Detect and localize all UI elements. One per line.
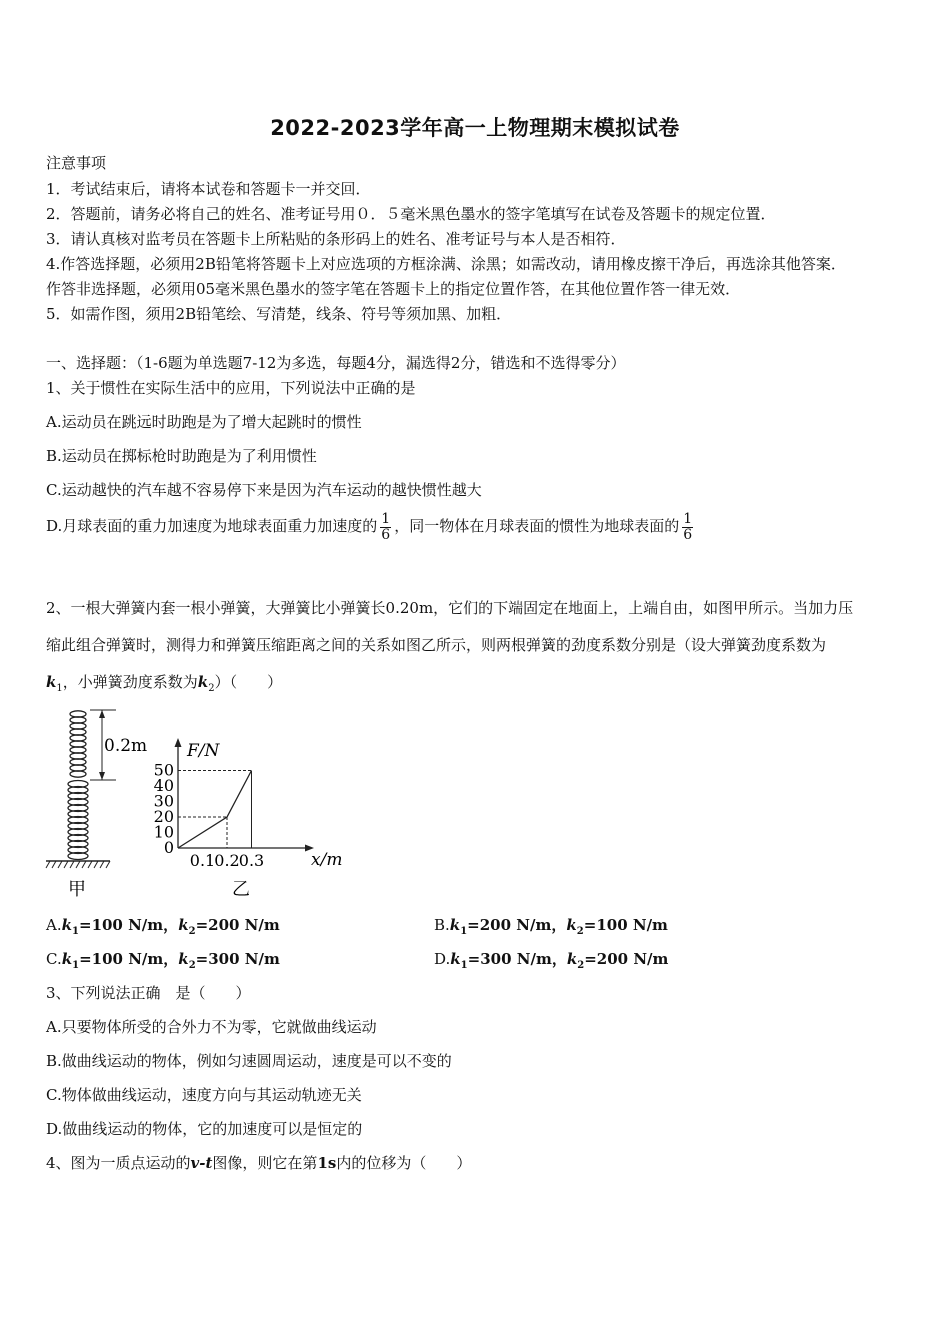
q2-stem-line2: 缩此组合弹簧时，测得力和弹簧压缩距离之间的关系如图乙所示，则两根弹簧的劲度系数分别是（设大弹簧劲度系数为	[46, 636, 827, 654]
q2-option-c: $C.k_1=100$ N/m，$k_2=300$ N/m	[46, 950, 280, 971]
q2-figure	[40, 700, 360, 900]
q1-stem: 1、关于惯性在实际生活中的应用，下列说法中正确的是	[46, 379, 416, 397]
x-tick-label: 0.2	[214, 851, 240, 870]
x-tick-label: 0.3	[238, 851, 265, 870]
q2-option-d: $D.k_1=300$ N/m，$k_2=200$ N/m	[434, 950, 669, 971]
notice-item: 5．如需作图，须用2B铅笔绘、写清楚，线条、符号等须加黑、加粗．	[46, 305, 512, 323]
spring-length-label: 0.2m	[104, 736, 148, 756]
q1-d-part2: ，同一物体在月球表面的惯性为地球表面的	[394, 517, 680, 536]
notice-item: 4.作答选择题，必须用2B铅笔将答题卡上对应选项的方框涂满、涂黑；如需改动，请用橡皮擦干净后，再选涂其他答案．	[46, 255, 846, 273]
q1-option-b: B.运动员在掷标枪时助跑是为了利用惯性	[46, 447, 317, 465]
page-title: 2022-2023学年高一上物理期末模拟试卷	[270, 116, 680, 140]
y-tick-label: 20	[153, 807, 174, 826]
q3-option-c: C.物体做曲线运动，速度方向与其运动轨迹无关	[46, 1086, 362, 1104]
fraction: $\frac{1}{6}$	[683, 511, 693, 543]
fraction: $\frac{1}{6}$	[381, 511, 391, 543]
y-tick-label: 50	[153, 760, 174, 780]
notice-heading: 注意事项	[46, 154, 107, 172]
figure-caption-left: 甲	[68, 879, 86, 900]
q4-stem: 4、图为一质点运动的v-t图像，则它在第1s内的位移为（ ）	[46, 1154, 472, 1172]
force-displacement-chart	[154, 738, 343, 900]
x-tick-label: 0.1	[189, 851, 216, 870]
q1-d-part1: D.月球表面的重力加速度为地球表面重力加速度的	[46, 517, 378, 536]
q3-option-a: A.只要物体所受的合外力不为零，它就做曲线运动	[46, 1018, 377, 1036]
y-tick-label: 0	[163, 838, 174, 857]
series-line	[178, 771, 252, 849]
q2-option-a: $A.k_1=100$ N/m，$k_2=200$ N/m	[46, 916, 280, 937]
x-axis-label: x/m	[311, 850, 343, 870]
y-axis-arrow	[175, 738, 182, 747]
q1-option-a: A.运动员在跳远时助跑是为了增大起跳时的惯性	[46, 413, 362, 431]
q2-stem-line3: $k_1$，小弹簧劲度系数为$k_2$）（ ）	[46, 673, 283, 694]
y-tick-label: 40	[153, 776, 174, 795]
y-axis-label: F/N	[187, 741, 220, 761]
y-tick-label: 30	[153, 791, 174, 811]
spring-figure	[46, 710, 147, 900]
notice-item: 作答非选择题，必须用05毫米黑色墨水的签字笔在答题卡上的指定位置作答，在其他位置作答一律无效．	[46, 280, 741, 298]
y-tick-label: 10	[153, 822, 174, 842]
notice-item: 3．请认真核对监考员在答题卡上所粘贴的条形码上的姓名、准考证号与本人是否相符．	[46, 230, 626, 248]
section-heading: 一、选择题：（1-6题为单选题7-12为多选，每题4分，漏选得2分，错选和不选得零分）	[46, 354, 626, 372]
q1-option-d	[46, 512, 696, 542]
notice-item: 1．考试结束后，请将本试卷和答题卡一并交回．	[46, 180, 371, 198]
q3-option-d: D.做曲线运动的物体，它的加速度可以是恒定的	[46, 1120, 363, 1138]
q2-stem-line1: 2、一根大弹簧内套一根小弹簧，大弹簧比小弹簧长0.20m，它们的下端固定在地面上，上端自由，如图甲所示。当加力压	[46, 599, 854, 617]
q3-option-b: B.做曲线运动的物体，例如匀速圆周运动，速度是可以不变的	[46, 1052, 452, 1070]
q1-option-c: C.运动越快的汽车越不容易停下来是因为汽车运动的越快惯性越大	[46, 481, 482, 499]
q3-stem: 3、下列说法正确 是（ ）	[46, 984, 251, 1002]
q2-option-b: $B.k_1=200$ N/m，$k_2=100$ N/m	[434, 916, 668, 937]
notice-item: 2．答题前，请务必将自己的姓名、准考证号用０．５毫米黑色墨水的签字笔填写在试卷及答题卡的规定位置．	[46, 205, 776, 223]
figure-caption-right: 乙	[232, 879, 250, 900]
